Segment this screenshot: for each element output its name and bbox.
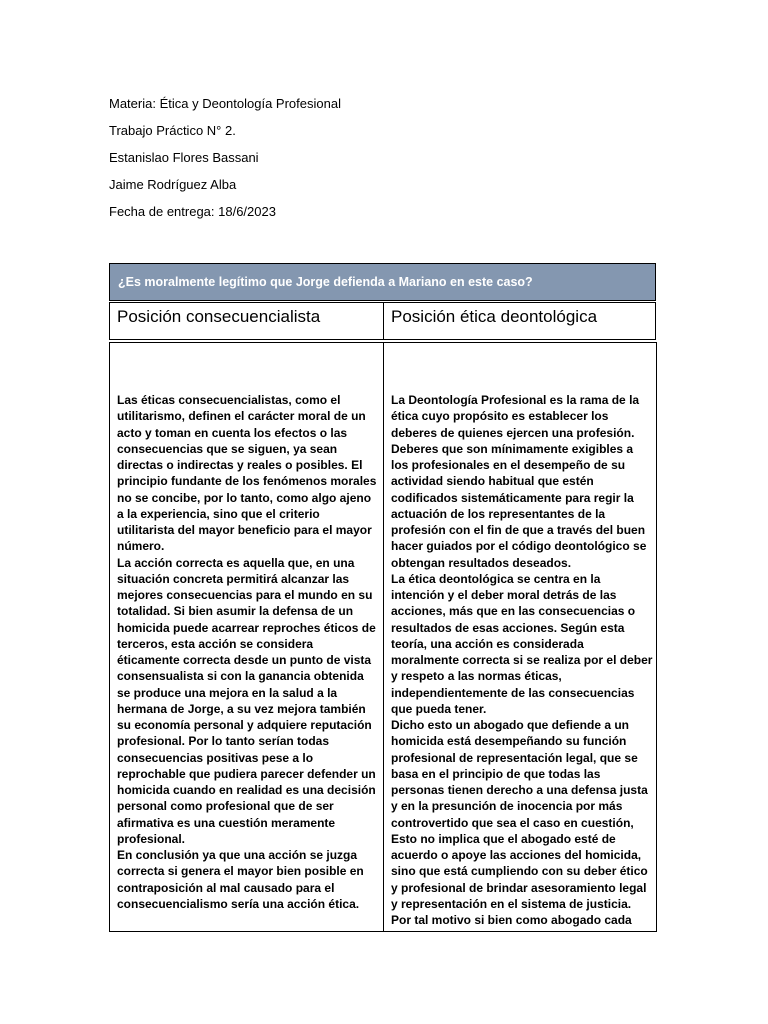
author-line: Jaime Rodríguez Alba (109, 177, 237, 192)
column-header-deontological: Posición ética deontológica (383, 302, 656, 340)
assignment-line: Trabajo Práctico N° 2. (109, 123, 236, 138)
paragraph: La Deontología Profesional es la rama de la ética cuyo propósito es establecer los deberes de quienes ejercen una profesión. Deberes que son mínimamente exigibles a los profesionales en el desempeño de su actividad siendo habitual que estén codificados sistemáticamente para regir la actuación de los representantes de la profesión con el fin de que a través del buen hacer guiados por el código deontológico se obtengan resultados deseados. (391, 393, 647, 570)
subject-line: Materia: Ética y Deontología Profesional (109, 96, 341, 111)
column-header-consequentialist: Posición consecuencialista (109, 302, 384, 340)
paragraph: La ética deontológica se centra en la intención y el deber moral detrás de las acciones, más que en las consecuencias o resultados de esas acciones. Según esta teoría, una acción es considerada moralmente correcta si se realiza por el deber y respeto a las normas éticas, independientemente de las consecuencias que pueda tener. (391, 571, 653, 716)
due-date-line: Fecha de entrega: 18/6/2023 (109, 204, 276, 219)
paragraph: En conclusión ya que una acción se juzga correcta si genera el mayor bien posible en contraposición al mal causado para el consecuencialismo sería una acción ética. (117, 848, 364, 911)
paragraph: Dicho esto un abogado que defiende a un homicida está desempeñando su función profesional de representación legal, que se basa en el principio de que todas las personas tienen derecho a una defensa justa y en la presunción de inocencia por más controvertido que sea el caso en cuestión, Esto no implica que el abogado esté de acuerdo o apoye las acciones del homicida, sino que está cumpliendo con su deber ético y profesional de brindar asesoramiento legal y representación en el sistema de justicia. Por tal motivo si bien como abogado cada (391, 718, 648, 927)
paragraph: La acción correcta es aquella que, en una situación concreta permitirá alcanzar las mejores consecuencias para el mundo en su totalidad. Si bien asumir la defensa de un homicida puede acarrear reproches éticos de terceros, esta acción se considera éticamente correcta desde un punto de vista consensualista si con la ganancia obtenida se produce una mejora en la salud a la hermana de Jorge, a su vez mejora también su economía personal y adquiere reputación profesional. Por lo tanto serían todas consecuencias positivas pese a lo reprochable que pudiera parecer defender un homicida cuando en realidad es una decisión personal como profesional que de ser afirmativa es una cuestión meramente profesional. (117, 555, 376, 846)
paragraph: Las éticas consecuencialistas, como el utilitarismo, definen el carácter moral de un acto y toman en cuenta los efectos o las consecuencias que se siguen, ya sean directas o indirectas y reales o posibles. El principio fundante de los fenómenos morales no se concibe, por lo tanto, como algo ajeno a la experiencia, sino que el criterio utilitarista del mayor beneficio para el mayor número. (117, 393, 377, 554)
cell-deontological (383, 342, 657, 932)
table-question-header: ¿Es moralmente legítimo que Jorge defienda a Mariano en este caso? (109, 263, 656, 301)
cell-text-consequentialist (117, 392, 379, 912)
cell-consequentialist (109, 342, 384, 932)
cell-text-deontological (391, 392, 653, 928)
author-line: Estanislao Flores Bassani (109, 150, 259, 165)
document-header (109, 96, 341, 231)
